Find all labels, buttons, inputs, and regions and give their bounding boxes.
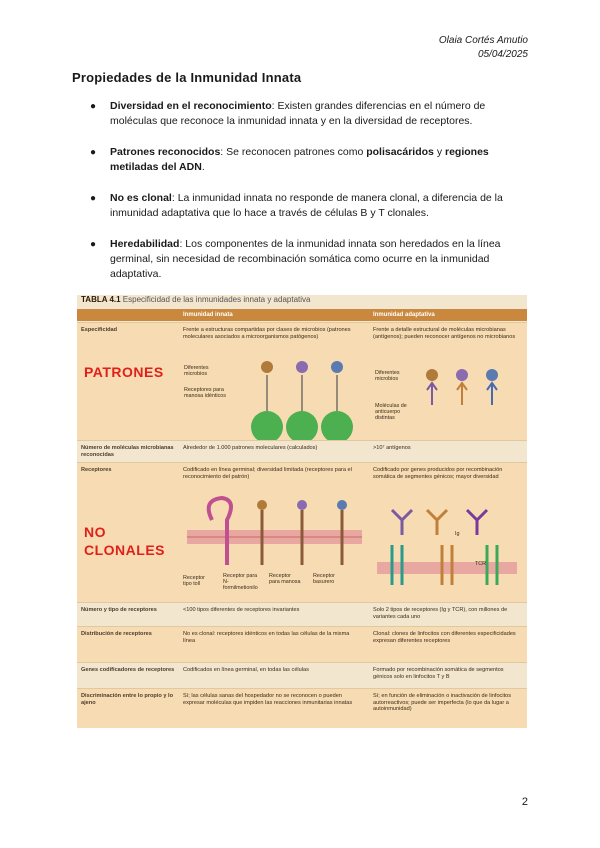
- microbe-icon: [456, 369, 468, 381]
- cell-icon: [321, 411, 353, 440]
- bullet-emphasis: regiones metiladas del ADN: [110, 146, 489, 173]
- document-date: 05/04/2025: [477, 49, 528, 60]
- bullet-text: : Se reconocen patrones como: [220, 146, 367, 158]
- bullet-icon: ●: [90, 101, 97, 112]
- table-header: [77, 309, 527, 321]
- bullet-term: Patrones reconocidos: [110, 146, 221, 158]
- table-row: Distribución de receptores No es clonal: receptores idénticos en todas las células de la misma línea Clonal: clones de linfocitos con diferentes especificidades expresan diferentes receptores: [77, 626, 527, 663]
- table-row: Genes codificadores de receptores Codificados en línea germinal, en todas las células Formado por recombinación somática de segmentos génicos solo en linfocitos T y B: [77, 662, 527, 689]
- microbe-icon: [426, 369, 438, 381]
- bullet-term: Diversidad en el reconocimiento: [110, 100, 272, 112]
- bullet-icon: ●: [90, 147, 97, 158]
- antibody-icon: [487, 383, 497, 405]
- table-row: Discriminación entre lo propio y lo ajeno Sí; las células sanas del hospedador no se reconocen o pueden expresar moléculas que impiden las reacciones inmunitarias innatas Sí; en función de eliminación o inactivación de linfocitos autorreactivos; puede ser imperfecta (lo que da lugar a autoinmunidad): [77, 688, 527, 728]
- bullet-text: : La inmunidad innata no responde de manera clonal, a diferencia de la inmunidad adaptativa que lo hace a través de células B y T clonales.: [110, 192, 503, 219]
- ig-icon: [467, 510, 487, 535]
- table-row: Número y tipo de receptores <100 tipos diferentes de receptores invariantes Solo 2 tipos de receptores (Ig y TCR), con millones de variantes cada uno: [77, 602, 527, 627]
- section-title: Propiedades de la Inmunidad Innata: [72, 70, 302, 85]
- bullet-item: [90, 191, 530, 221]
- col-header-adaptive: Inmunidad adaptativa: [373, 312, 435, 318]
- microbe-icon: [337, 500, 347, 510]
- table-row: Especificidad Frente a estructuras compartidas por clases de microbios (patrones moleculares asociados a microorganismos patógenos) Frente a detalle estructural de moléculas microbianas (antígenos); pueden reconocer antígenos no microbianos: [77, 322, 527, 441]
- overlay-label-no: NO: [84, 524, 106, 540]
- table-row: Receptores Codificado en línea germinal; diversidad limitada (receptores para el reconocimiento del patrón) Codificado por genes producidos por recombinación somática de segmentes génicos; mayor diversidad: [77, 462, 527, 603]
- antibody-icon: [427, 383, 437, 405]
- col-header-innate: Inmunidad innata: [183, 312, 233, 318]
- figure-label: Receptores para manosa idénticos: [184, 387, 226, 399]
- cell-icon: [251, 411, 283, 440]
- table-title: TABLA 4.1 Especificidad de las inmunidades innata y adaptativa: [81, 295, 311, 304]
- bullet-item: [90, 237, 530, 282]
- microbe-icon: [331, 361, 343, 373]
- microbe-icon: [486, 369, 498, 381]
- author-name: Olaia Cortés Amutio: [438, 35, 528, 46]
- overlay-label-clonales: CLONALES: [84, 542, 165, 558]
- page-number: 2: [521, 796, 528, 808]
- innate-receptors-illustration: [182, 490, 367, 575]
- bullet-text: y: [433, 146, 445, 158]
- microbe-icon: [261, 361, 273, 373]
- figure-label: Ig: [455, 531, 460, 537]
- bullet-term: No es clonal: [110, 192, 172, 204]
- figure-label: TCR: [475, 561, 487, 567]
- bullet-text: : Existen grandes diferencias en el número de moléculas que reconoce la inmunidad innata y en la diversidad de receptores.: [110, 100, 486, 127]
- bullet-emphasis: polisacáridos: [366, 146, 434, 158]
- comparison-table-figure: [77, 295, 527, 727]
- bullet-item: [90, 145, 530, 175]
- figure-label: Receptor basurero: [313, 573, 335, 585]
- figure-label: Diferentes microbios: [375, 370, 400, 382]
- adaptive-specificity-illustration: [397, 350, 522, 420]
- bullet-item: [90, 99, 530, 129]
- figure-label: Receptor tipo toll: [183, 575, 205, 587]
- figure-label: Diferentes microbios: [184, 365, 209, 377]
- microbe-icon: [297, 500, 307, 510]
- bullet-text: .: [201, 161, 205, 173]
- ig-icon: [392, 510, 412, 535]
- figure-label: Receptor para manosa: [269, 573, 301, 585]
- table-row: Número de moléculas microbianas reconocidas Alrededor de 1.000 patrones moleculares (calculados) >10⁷ antígenos: [77, 440, 527, 463]
- bullet-list: [90, 99, 530, 297]
- bullet-icon: ●: [90, 239, 97, 250]
- ig-icon: [427, 510, 447, 535]
- bullet-text: : Los componentes de la inmunidad innata son heredados en la línea germinal, sin necesidad de recombinación somática como ocurre en la inmunidad adaptativa.: [110, 238, 501, 280]
- adaptive-receptors-illustration: [372, 500, 522, 595]
- microbe-icon: [257, 500, 267, 510]
- bullet-icon: ●: [90, 193, 97, 204]
- figure-label: Moléculas de anticuerpo distintas: [375, 403, 407, 421]
- overlay-label-patrones: PATRONES: [84, 364, 164, 380]
- cell-icon: [286, 411, 318, 440]
- antibody-icon: [457, 383, 467, 405]
- figure-label: Receptor para N-formilmetionilo: [223, 573, 258, 591]
- document-header: [439, 34, 528, 62]
- bullet-term: Heredabilidad: [110, 238, 180, 250]
- microbe-icon: [296, 361, 308, 373]
